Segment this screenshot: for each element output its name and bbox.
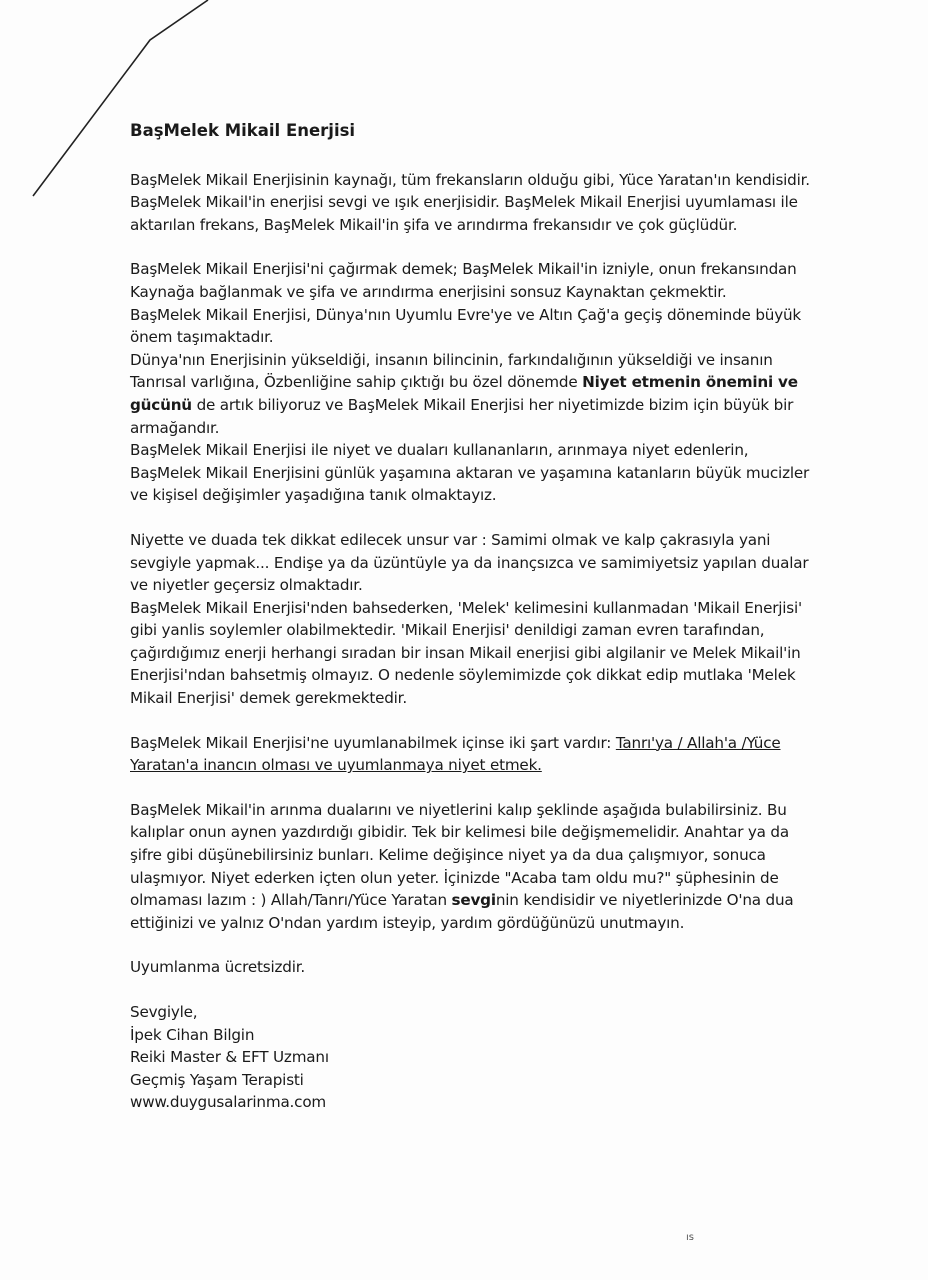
- paragraph-3: [130, 529, 820, 710]
- paragraph-2b-text: BaşMelek Mikail Enerjisi, Dünya'nın Uyumlu Evre'ye ve Altın Çağ'a geçiş döneminde büyük önem taşımaktadır.: [130, 305, 801, 347]
- paragraph-2d-text: BaşMelek Mikail Enerjisi ile niyet ve duaları kullananların, arınmaya niyet edenlerin, BaşMelek Mikail Enerjisini günlük yaşamına aktaran ve yaşamına katanların büyük mucizler ve kişisel değişimler yaşadığına tanık olmaktayız.: [130, 441, 810, 505]
- paragraph-2a-text: BaşMelek Mikail Enerjisi'ni çağırmak demek; BaşMelek Mikail'in izniyle, onun frekansından Kaynağa bağlanmak ve şifa ve arındırma enerjisini sonsuz Kaynaktan çekmektir.: [130, 260, 797, 301]
- paragraph-1: [130, 169, 820, 237]
- paragraph-6: [130, 956, 820, 979]
- paragraph-3b-text: BaşMelek Mikail Enerjisi'nden bahsederken, 'Melek' kelimesini kullanmadan 'Mikail Enerjisi' gibi yanlis soylemler olabilmektedir. 'Mikail Enerjisi' denildigi zaman evren tarafından, çağırdığımız enerji herhangi sıradan bir insan Mikail enerjisi gibi algilanir ve Melek Mikail'in Enerjisi'ndan bahsetmiş olmayız. O nedenle söylemimizde çok dikkat edip mutlaka 'Melek Mikail Enerjisi' demek gerekmektedir.: [130, 598, 802, 708]
- paragraph-5-post: nin kendisidir ve niyetlerinizde O'na dua ettiğinizi ve yalnız O'ndan yardım isteyip, yardım gördüğünüzü unutmayın.: [130, 891, 794, 932]
- paragraph-5-pre: BaşMelek Mikail'in arınma dualarını ve niyetlerini kalıp şeklinde aşağıda bulabilirsiniz. Bu kalıplar onun aynen yazdırdığı gibidir. Tek bir kelimesi bile değişmemelidir. Anahtar ya da şifre gibi düşünebilirsiniz bunları. Kelime değişince niyet ya da dua çalışmıyor, sonuca ulaşmıyor. Niyet ederken içten olun yeter. İçinizde "Acaba tam oldu mu?" şüphesinin de olmaması lazım : ) Allah/Tanrı/Yüce Yaratan: [130, 800, 789, 910]
- page-mark: ıs: [686, 1232, 694, 1243]
- paragraph-4: [130, 732, 820, 777]
- paragraph-4-underlined: Tanrı'ya / Allah'a /Yüce Yaratan'a inancın olması ve uyumlanmaya niyet etmek.: [130, 733, 781, 775]
- paragraph-2c-post: de artık biliyoruz ve BaşMelek Mikail Enerjisi her niyetimizde bizim için büyük bir armağandır.: [130, 395, 794, 437]
- signature-website: www.duygusalarinma.com: [130, 1093, 327, 1112]
- paragraph-1-text: BaşMelek Mikail Enerjisinin kaynağı, tüm frekansların olduğu gibi, Yüce Yaratan'ın kendisidir. BaşMelek Mikail'in enerjisi sevgi ve ışık enerjisidir. BaşMelek Mikail Enerjisi uyumlaması ile aktarılan frekans, BaşMelek Mikail'in şifa ve arındırma frekansıdır ve çok güçlüdür.: [130, 170, 810, 234]
- document-title: BaşMelek Mikail Enerjisi: [130, 121, 356, 140]
- paragraph-3a-text: Niyette ve duada tek dikkat edilecek unsur var : Samimi olmak ve kalp çakrasıyla yani sevgiyle yapmak... Endişe ya da üzüntüyle ya da inançsızca ve samimiyetsiz yapılan dualar ve niyetler geçersiz olmaktadır.: [130, 530, 809, 595]
- document-body: [130, 120, 820, 1114]
- signature-closing: Sevgiyle,: [130, 1003, 198, 1021]
- paragraph-2c-bold: Niyet etmenin önemini ve gücünü: [130, 373, 798, 414]
- paragraph-6-text: Uyumlanma ücretsizdir.: [130, 958, 306, 977]
- signature-role-2: Geçmiş Yaşam Terapisti: [130, 1070, 304, 1089]
- paragraph-5-text: [130, 799, 820, 935]
- signature-role-1: Reiki Master & EFT Uzmanı: [130, 1048, 329, 1067]
- paragraph-2c-pre: Dünya'nın Enerjisinin yükseldiği, insanın bilincinin, farkındalığının yükseldiği ve insanın Tanrısal varlığına, Özbenliğine sahip çıktığı bu özel dönemde: [130, 350, 773, 392]
- signature-name: İpek Cihan Bilgin: [130, 1025, 255, 1044]
- signature-block: [130, 1001, 820, 1114]
- paragraph-5-bold: sevgi: [451, 891, 496, 910]
- paragraph-2: [130, 258, 820, 507]
- paragraph-4-text: [130, 732, 820, 777]
- paragraph-2c-text: [130, 349, 820, 439]
- paragraph-4-pre: BaşMelek Mikail Enerjisi'ne uyumlanabilmek içinse iki şart vardır:: [130, 733, 616, 752]
- paragraph-5: [130, 799, 820, 935]
